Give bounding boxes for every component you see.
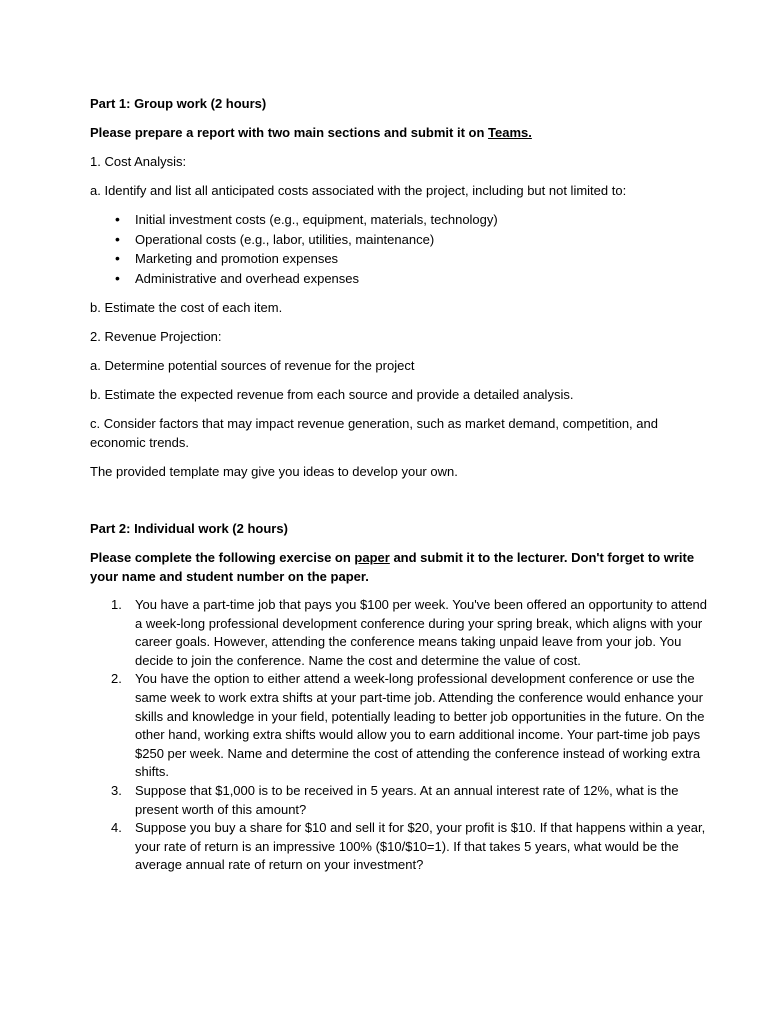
question-number: 3. [111, 782, 122, 798]
question-text: Suppose that $1,000 is to be received in 5 years. At an annual interest rate of 12%, what is the present worth of this amount? [135, 782, 679, 817]
list-item: • Operational costs (e.g., labor, utilities, maintenance) [135, 230, 708, 250]
list-item: • Marketing and promotion expenses [135, 249, 708, 269]
part1-instruction [90, 123, 708, 142]
part2-instruction [90, 548, 708, 586]
question-text: You have the option to either attend a week-long professional development conference or use the same week to work extra shifts at your part-time job. Attending the conference would enhance your skills and knowledge in your field, potentially leading to better job opportunities in the future. On the other hand, working extra shifts would allow you to earn additional income. Your part-time job pays $250 per week. Name and determine the cost of attending the conference instead of working extra shifts. [135, 671, 705, 780]
cost-item-a: a. Identify and list all anticipated costs associated with the project, including but not limited to: [90, 183, 627, 198]
revenue-item-b: b. Estimate the expected revenue from each source and provide a detailed analysis. [90, 387, 574, 402]
part2-instruction-text: Please complete the following exercise on [90, 550, 355, 565]
exercise-list [90, 596, 708, 875]
revenue-item-a: a. Determine potential sources of revenue for the project [90, 358, 415, 373]
paper-link: paper [354, 550, 390, 565]
list-item [111, 819, 708, 875]
part2-heading: Part 2: Individual work (2 hours) [90, 521, 288, 536]
question-number: 4. [111, 820, 122, 836]
template-note: The provided template may give you ideas to develop your own. [90, 464, 458, 479]
part2-instruction-text-end: and submit it to the lecturer. Don't forget to write your name and student number on the paper. [90, 550, 695, 584]
part1-heading: Part 1: Group work (2 hours) [90, 96, 267, 111]
list-item: • Administrative and overhead expenses [135, 269, 708, 289]
cost-analysis-title: 1. Cost Analysis: [90, 154, 187, 169]
list-item [111, 670, 708, 782]
teams-link[interactable]: Teams. [488, 125, 532, 140]
question-text: Suppose you buy a share for $10 and sell it for $20, your profit is $10. If that happens within a year, your rate of return is an impressive 100% ($10/$10=1). If that takes 5 years, what would be the average annual rate of return on your investment? [135, 820, 706, 873]
part1-instruction-text: Please prepare a report with two main sections and submit it on [90, 125, 489, 140]
question-number: 2. [111, 671, 122, 687]
list-item [111, 782, 708, 819]
revenue-projection-title: 2. Revenue Projection: [90, 329, 222, 344]
list-item [111, 596, 708, 670]
cost-item-b: b. Estimate the cost of each item. [90, 300, 283, 315]
cost-bullet-list [90, 210, 708, 288]
question-number: 1. [111, 597, 122, 612]
revenue-item-c: c. Consider factors that may impact revenue generation, such as market demand, competition, and economic trends. [90, 416, 658, 450]
list-item: • Initial investment costs (e.g., equipment, materials, technology) [135, 210, 708, 230]
question-text: You have a part-time job that pays you $100 per week. You've been offered an opportunity to attend a week-long professional development conference during your spring break, which aligns with your career goals. However, attending the conference means taking unpaid leave from your job. You decide to join the conference. Name the cost and determine the value of cost. [135, 597, 708, 668]
